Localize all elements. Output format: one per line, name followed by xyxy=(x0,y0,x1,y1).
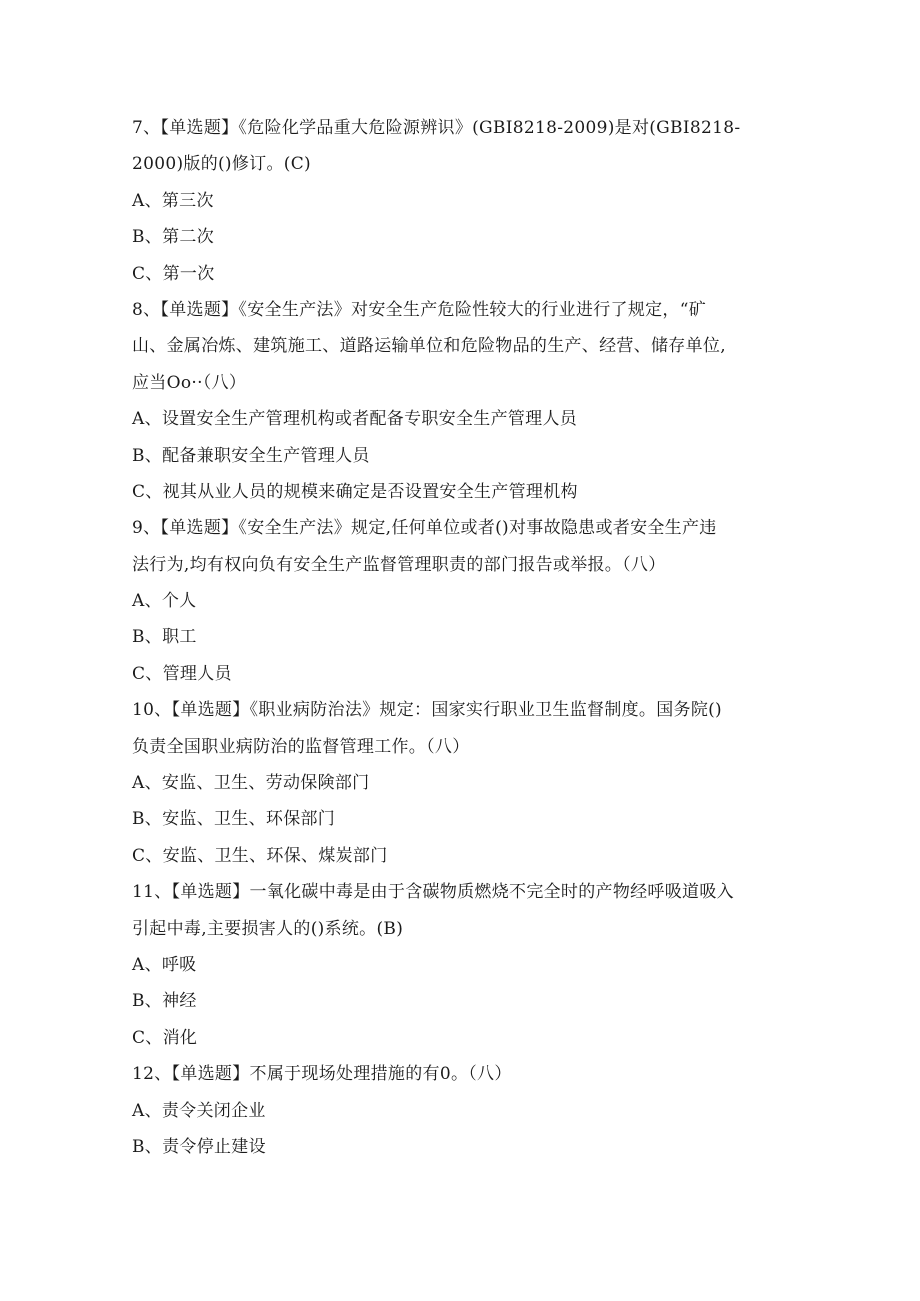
q11-stem-line-1: 11、【单选题】一氧化碳中毒是由于含碳物质燃烧不完全时的产物经呼吸道吸入 xyxy=(132,882,734,903)
q7-option-b: B、第二次 xyxy=(132,227,214,248)
q8-stem-line-1: 8、【单选题】《安全生产法》对安全生产危险性较大的行业进行了规定，“矿 xyxy=(132,299,707,320)
q9-stem-line-2: 法行为,均有权向负有安全生产监督管理职责的部门报告或举报。（八） xyxy=(132,554,666,575)
q10-option-a: A、安监、卫生、劳动保険部门 xyxy=(132,773,370,794)
q9-option-b: B、职工 xyxy=(132,627,197,648)
q7-option-a: A、第三次 xyxy=(132,190,214,211)
q11-option-c: C、消化 xyxy=(132,1027,198,1048)
q11-option-b: B、神经 xyxy=(132,991,197,1012)
q9-option-a: A、个人 xyxy=(132,591,197,612)
q8-option-a: A、设置安全生产管理机构或者配备专职安全生产管理人员 xyxy=(132,409,578,430)
question-text-block xyxy=(132,110,792,1165)
q10-option-c: C、安监、卫生、环保、煤炭部门 xyxy=(132,845,388,866)
q12-stem-line-1: 12、【单选题】不属于现场处理措施的有0。（八） xyxy=(132,1064,512,1085)
q12-option-b: B、责令停止建设 xyxy=(132,1136,266,1157)
q7-stem-line-1: 7、【单选题】《危险化学品重大危险源辨识》(GBI8218-2009)是对(GBI8218- xyxy=(132,118,741,138)
q7-option-c: C、第一次 xyxy=(132,263,215,284)
q10-stem-line-1: 10、【单选题】《职业病防治法》规定：国家实行职业卫生监督制度。国务院() xyxy=(132,700,722,721)
q12-option-a: A、责令关闭企业 xyxy=(132,1100,266,1121)
q10-stem-line-2: 负责全国职业病防治的监督管理工作。（八） xyxy=(132,736,470,757)
q10-option-b: B、安监、卫生、环保部门 xyxy=(132,809,336,830)
q7-stem-line-2: 2000)版的()修订。(C) xyxy=(132,154,311,175)
q8-stem-line-3: 应当Oo··（八） xyxy=(132,372,247,393)
q11-stem-line-2: 引起中毒,主要损害人的()系统。(B) xyxy=(132,918,404,939)
q8-option-c: C、视其从业人员的规模来确定是否设置安全生产管理机构 xyxy=(132,481,578,502)
q8-option-b: B、配备兼职安全生产管理人员 xyxy=(132,445,370,466)
q11-option-a: A、呼吸 xyxy=(132,954,197,975)
q8-stem-line-2: 山、金属冶炼、建筑施工、道路运输单位和危险物品的生产、经营、储存单位, xyxy=(132,336,726,357)
q9-stem-line-1: 9、【单选题】《安全生产法》规定,任何单位或者()对事故隐患或者安全生产违 xyxy=(132,518,717,539)
q9-option-c: C、管理人员 xyxy=(132,663,232,684)
